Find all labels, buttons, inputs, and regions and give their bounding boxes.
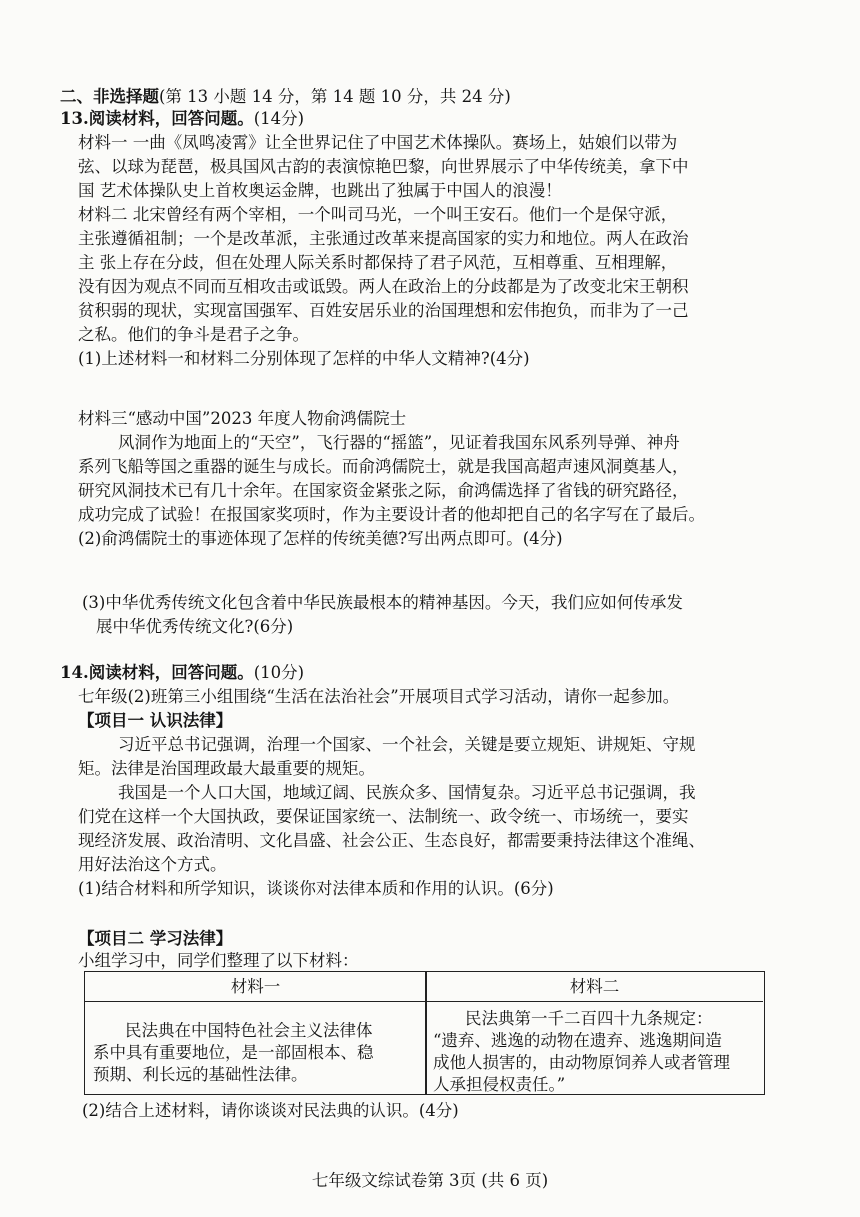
- q14-p1-line: 们党在这样一个大国执政，要保证国家统一、法制统一、政令统一、市场统一，要实: [78, 807, 689, 826]
- q13-m2-line: 贫积弱的现状，实现富国强军、百姓安居乐业的治国理想和宏伟抱负，而非为了一己: [78, 301, 689, 320]
- q14-p2-intro: 小组学习中，同学们整理了以下材料：: [78, 951, 359, 970]
- q13-title: [60, 108, 304, 130]
- q13-sub3: (3)中华优秀传统文化包含着中华民族最根本的精神基因。今天，我们应如何传承发: [82, 593, 683, 612]
- q13-m2-line: 之私。他们的争斗是君子之争。: [78, 325, 309, 344]
- table-header-material2: 材料二: [426, 972, 763, 1002]
- q14-project2-title: 【项目二 学习法律】: [78, 929, 233, 948]
- q14-p1-line: 我国是一个人口大国，地域辽阔、民族众多、国情复杂。习近平总书记强调，我: [118, 783, 696, 802]
- q13-m3-line: 成功完成了试验！在报国家奖项时，作为主要设计者的他却把自己的名字写在了最后。: [78, 505, 705, 524]
- q13-m1-line: 材料一 一曲《凤鸣凌霄》让全世界记住了中国艺术体操队。赛场上，姑娘们以带为: [78, 133, 678, 152]
- table-cell-line: 系中具有重要地位，是一部固根本、稳: [93, 1043, 374, 1062]
- table-cell-line: 预期、利长远的基础性法律。: [93, 1065, 308, 1084]
- table-cell-line: 民法典在中国特色社会主义法律体: [125, 1021, 373, 1040]
- section-heading: [60, 86, 511, 108]
- table-cell-material1: [93, 1020, 374, 1086]
- q14-sub2: (2)结合上述材料，请你谈谈对民法典的认识。(4分): [82, 1101, 459, 1120]
- q13-sub1: (1)上述材料一和材料二分别体现了怎样的中华人文精神?(4分): [78, 349, 530, 368]
- q13-m2-line: 主 张上存在分歧，但在处理人际关系时都保持了君子风范，互相尊重、互相理解，: [78, 253, 678, 272]
- q13-m2-line: 主张遵循祖制；一个是改革派，主张通过改革来提高国家的实力和地位。两人在政治: [78, 229, 689, 248]
- q14-intro: 七年级(2)班第三小组围绕“生活在法治社会”开展项目式学习活动，请你一起参加。: [78, 687, 680, 706]
- q14-p1-line: 矩。法律是治国理政最大最重要的规矩。: [78, 759, 375, 778]
- table-cell-line: 民法典第一千二百四十九条规定：: [465, 1009, 713, 1028]
- q13-m3-line: 研究风洞技术已有几十余年。在国家资金紧张之际，俞鸿儒选择了省钱的研究路径，: [78, 481, 689, 500]
- q13-sub3: 展中华优秀传统文化?(6分): [96, 617, 294, 636]
- q14-p1-line: 用好法治这个方式。: [78, 855, 227, 874]
- q13-m3-line: 风洞作为地面上的“天空”，飞行器的“摇篮”，见证着我国东风系列导弹、神舟: [118, 433, 680, 452]
- page-footer: 七年级文综试卷第 3页 (共 6 页): [311, 1171, 549, 1190]
- q13-m3-line: 系列飞船等国之重器的诞生与成长。而俞鸿儒院士，就是我国高超声速风洞奠基人，: [78, 457, 689, 476]
- q14-title-text: 14.阅读材料，回答问题。: [60, 663, 254, 682]
- table-cell-line: 人承担侵权责任。”: [433, 1075, 566, 1094]
- q14-sub1: (1)结合材料和所学知识，谈谈你对法律本质和作用的认识。(6分): [78, 879, 554, 898]
- table-header-material1: 材料一: [85, 972, 426, 1002]
- q13-m3-title: 材料三“感动中国”2023 年度人物俞鸿儒院士: [78, 409, 407, 428]
- table-divider: [425, 972, 427, 1094]
- q13-m1-line: 国 艺术体操队史上首枚奥运金牌，也跳出了独属于中国人的浪漫！: [78, 181, 562, 200]
- table-cell-material2: [433, 1008, 730, 1096]
- section-heading-title: 二、非选择题: [60, 87, 159, 106]
- q13-m2-line: 材料二 北宋曾经有两个宰相，一个叫司马光，一个叫王安石。他们一个是保守派，: [78, 205, 678, 224]
- q13-sub2: (2)俞鸿儒院士的事迹体现了怎样的传统美德?写出两点即可。(4分): [78, 529, 563, 548]
- q14-title: [60, 662, 304, 684]
- q13-m2-line: 没有因为观点不同而互相攻击或诋毁。两人在政治上的分歧都是为了改变北宋王朝积: [78, 277, 689, 296]
- table-cell-line: 成他人损害的，由动物原饲养人或者管理: [433, 1053, 730, 1072]
- q14-p1-line: 习近平总书记强调，治理一个国家、一个社会，关键是要立规矩、讲规矩、守规: [118, 735, 696, 754]
- q14-score: (10分): [253, 663, 305, 682]
- table-cell-line: “遗弃、逃逸的动物在遗弃、逃逸期间造: [433, 1031, 722, 1050]
- materials-table: [84, 971, 765, 1095]
- q13-title-text: 13.阅读材料，回答问题。: [60, 109, 254, 128]
- q13-m1-line: 弦、以球为琵琶，极具国风古韵的表演惊艳巴黎，向世界展示了中华传统美，拿下中: [78, 157, 689, 176]
- q14-p1-line: 现经济发展、政治清明、文化昌盛、社会公正、生态良好，都需要秉持法律这个准绳、: [78, 831, 705, 850]
- section-heading-note: (第 13 小题 14 分，第 14 题 10 分，共 24 分): [159, 87, 511, 106]
- q14-project1-title: 【项目一 认识法律】: [78, 711, 233, 730]
- q13-score: (14分): [253, 109, 305, 128]
